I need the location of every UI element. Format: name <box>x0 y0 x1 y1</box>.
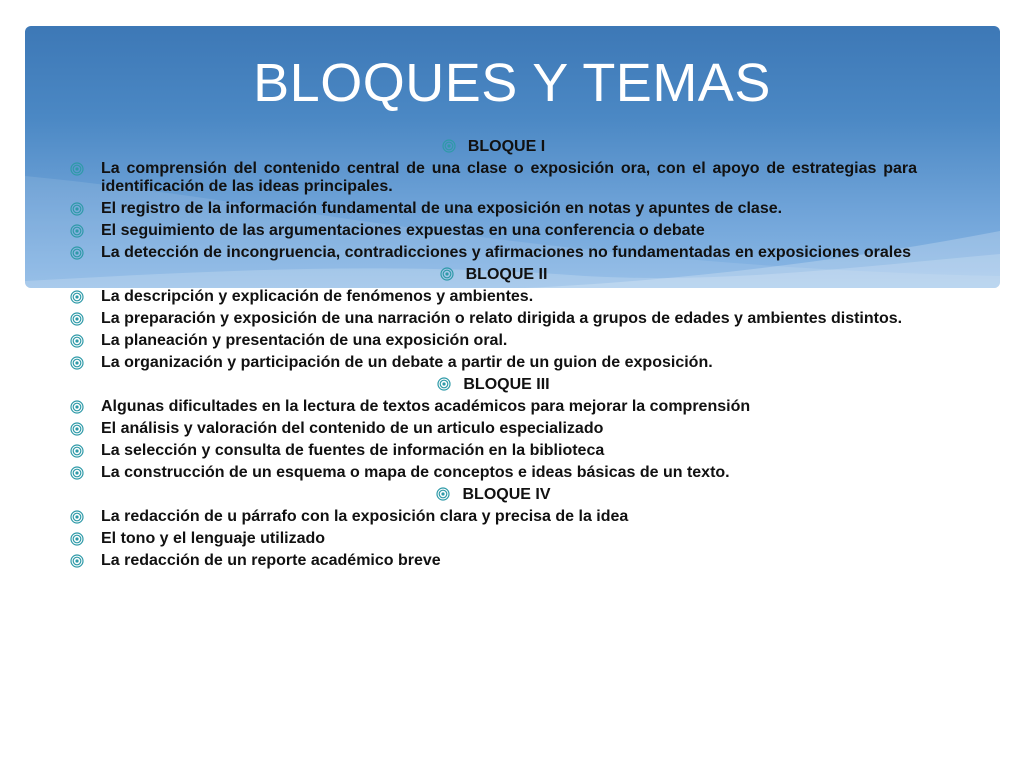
concentric-circle-bullet-icon <box>70 202 84 216</box>
list-item-text: Algunas dificultades en la lectura de textos académicos para mejorar la comprensión <box>101 398 751 415</box>
list-item <box>70 398 917 416</box>
concentric-circle-bullet-icon <box>70 334 84 348</box>
concentric-circle-bullet-icon <box>442 139 456 153</box>
list-item <box>70 310 917 328</box>
concentric-circle-bullet-icon <box>70 246 84 260</box>
list-item <box>70 508 917 526</box>
concentric-circle-bullet-icon <box>70 356 84 370</box>
list-item-text: La redacción de u párrafo con la exposición clara y precisa de la idea <box>101 508 629 525</box>
concentric-circle-bullet-icon <box>70 554 84 568</box>
bloque-heading <box>70 376 917 394</box>
bloque-heading <box>70 266 917 284</box>
concentric-circle-bullet-icon <box>70 466 84 480</box>
list-item-text: La organización y participación de un debate a partir de un guion de exposición. <box>101 354 713 371</box>
concentric-circle-bullet-icon <box>70 422 84 436</box>
list-item <box>70 332 917 350</box>
list-item-text: La planeación y presentación de una exposición oral. <box>101 332 508 349</box>
list-item <box>70 420 917 438</box>
list-item-text: El registro de la información fundamental de una exposición en notas y apuntes de clase. <box>101 200 783 217</box>
list-item <box>70 552 917 570</box>
list-item <box>70 442 917 460</box>
concentric-circle-bullet-icon <box>70 444 84 458</box>
bloque-heading-text: BLOQUE I <box>467 138 546 155</box>
list-item-text: El análisis y valoración del contenido de un articulo especializado <box>101 420 604 437</box>
list-item-text: La descripción y explicación de fenómenos y ambientes. <box>101 288 534 305</box>
concentric-circle-bullet-icon <box>70 510 84 524</box>
slide-title: BLOQUES Y TEMAS <box>253 53 771 113</box>
bloque-heading <box>70 486 917 504</box>
list-item <box>70 288 917 306</box>
list-item <box>70 200 917 218</box>
list-item <box>70 530 917 548</box>
bloque-heading-text: BLOQUE III <box>463 376 550 393</box>
list-item <box>70 160 917 196</box>
concentric-circle-bullet-icon <box>70 162 84 176</box>
list-item <box>70 354 917 372</box>
list-item-text: La selección y consulta de fuentes de información en la biblioteca <box>101 442 605 459</box>
concentric-circle-bullet-icon <box>70 312 84 326</box>
list-item-text: La detección de incongruencia, contradicciones y afirmaciones no fundamentadas en exposiciones orales <box>101 244 912 261</box>
list-item <box>70 464 917 482</box>
list-item-text: El tono y el lenguaje utilizado <box>101 530 326 547</box>
concentric-circle-bullet-icon <box>70 224 84 238</box>
list-item-text: La construcción de un esquema o mapa de conceptos e ideas básicas de un texto. <box>101 464 730 481</box>
concentric-circle-bullet-icon <box>440 267 454 281</box>
concentric-circle-bullet-icon <box>70 400 84 414</box>
list-item <box>70 244 917 262</box>
list-item-text: La redacción de un reporte académico breve <box>101 552 441 569</box>
bloque-heading-text: BLOQUE IV <box>462 486 551 503</box>
concentric-circle-bullet-icon <box>70 532 84 546</box>
list-item-text: La comprensión del contenido central de una clase o exposición ora, con el apoyo de estrategias para identificación de las ideas principales. <box>101 160 917 195</box>
concentric-circle-bullet-icon <box>437 377 451 391</box>
bloque-heading-text: BLOQUE II <box>465 266 548 283</box>
concentric-circle-bullet-icon <box>436 487 450 501</box>
list-item-text: La preparación y exposición de una narración o relato dirigida a grupos de edades y ambientes distintos. <box>101 310 903 327</box>
list-item <box>70 222 917 240</box>
concentric-circle-bullet-icon <box>70 290 84 304</box>
list-item-text: El seguimiento de las argumentaciones expuestas en una conferencia o debate <box>101 222 705 239</box>
bloque-heading <box>70 138 917 156</box>
topic-list <box>70 138 917 574</box>
